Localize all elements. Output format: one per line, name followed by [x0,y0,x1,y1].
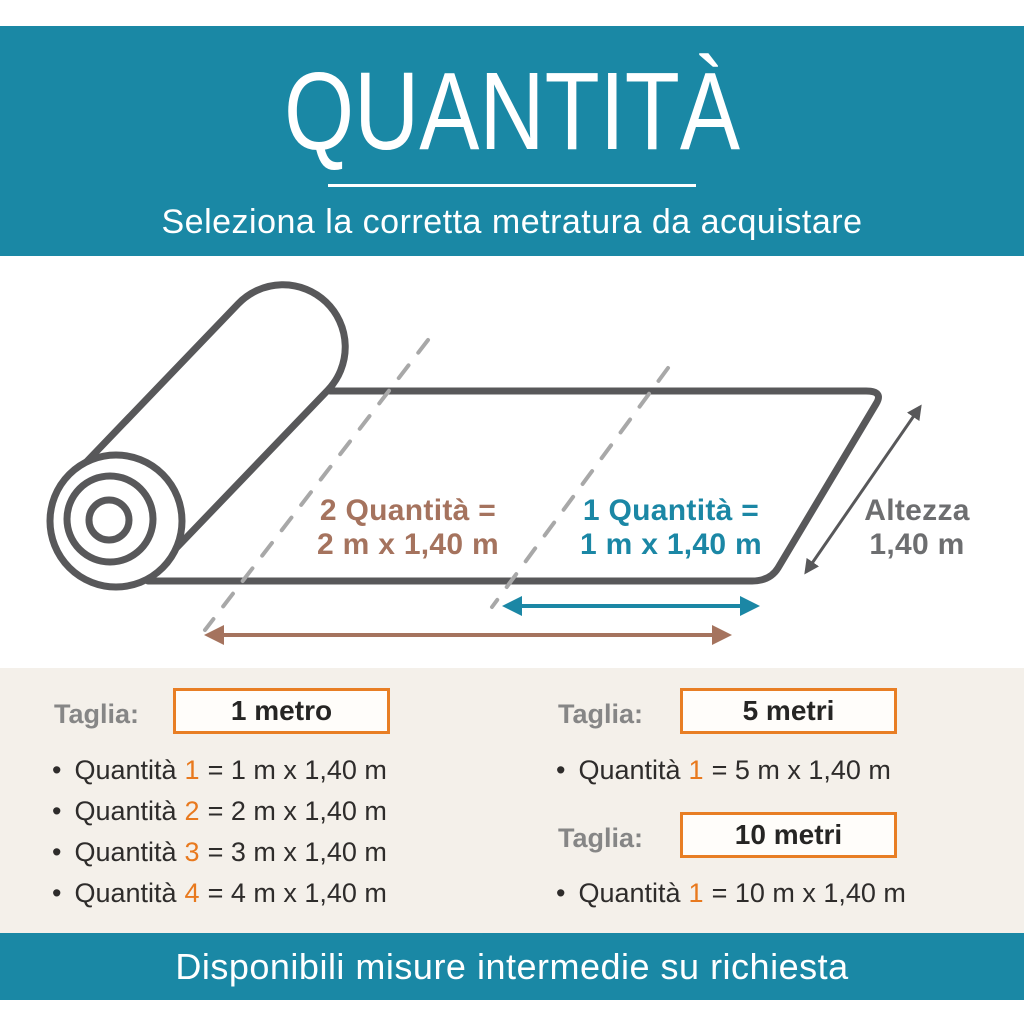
bullet-icon: • [52,837,62,867]
fabric-roll-diagram [0,256,1024,668]
bullet-icon: • [52,878,62,908]
taglia-label-5m: Taglia: [558,699,644,729]
label-2-quantity [288,494,528,562]
title-divider [328,184,696,187]
label-altezza-line1: Altezza [864,494,970,527]
label-1-quantity-line1: 1 Quantità = [582,494,760,527]
quantity-word: Quantità [74,796,177,826]
quantity-number: 2 [184,796,200,826]
quantity-line [52,873,387,914]
label-altezza-line2: 1,40 m [869,528,965,561]
quantity-line [52,750,387,791]
quantity-word: Quantità [578,878,681,908]
quantity-line [556,873,906,914]
quantity-number: 3 [184,837,200,867]
size-box-1-metro [173,688,390,734]
quantity-line [556,750,891,791]
label-2-quantity-line1: 2 Quantità = [319,494,497,527]
quantity-list-5m [556,750,891,791]
quantity-number: 4 [184,878,200,908]
taglia-label-10m: Taglia: [558,823,644,853]
quantity-line [52,832,387,873]
bullet-icon: • [556,878,566,908]
quantity-size: = 5 m x 1,40 m [711,755,891,785]
label-1-quantity [551,494,791,562]
quantity-number: 1 [688,878,704,908]
footer-note-bar [0,933,1024,1000]
taglia-label-1m: Taglia: [54,699,140,729]
size-box-1-metro-value: 1 metro [230,695,333,726]
quantity-size: = 1 m x 1,40 m [207,755,387,785]
page-title: QUANTITÀ [283,50,741,173]
quantity-line [52,791,387,832]
size-box-5-metri [680,688,897,734]
quantity-word: Quantità [578,755,681,785]
quantity-word: Quantità [74,755,177,785]
quantity-number: 1 [184,755,200,785]
label-1-quantity-line2: 1 m x 1,40 m [579,528,763,561]
quantity-list-1m [52,750,387,914]
size-options-panel [0,668,1024,933]
bullet-icon: • [556,755,566,785]
bullet-icon: • [52,796,62,826]
quantity-word: Quantità [74,837,177,867]
quantity-word: Quantità [74,878,177,908]
subtitle: Seleziona la corretta metratura da acquistare [161,203,863,241]
size-box-10-metri-value: 10 metri [734,819,843,850]
quantity-size: = 10 m x 1,40 m [711,878,906,908]
quantity-size: = 4 m x 1,40 m [207,878,387,908]
quantity-number: 1 [688,755,704,785]
quantity-size: = 3 m x 1,40 m [207,837,387,867]
quantity-list-10m [556,873,906,914]
footer-note: Disponibili misure intermedie su richiesta [175,945,849,987]
header-banner [0,26,1024,256]
quantity-size: = 2 m x 1,40 m [207,796,387,826]
label-altezza [797,494,1024,562]
label-2-quantity-line2: 2 m x 1,40 m [316,528,500,561]
size-box-10-metri [680,812,897,858]
bullet-icon: • [52,755,62,785]
size-box-5-metri-value: 5 metri [742,695,835,726]
